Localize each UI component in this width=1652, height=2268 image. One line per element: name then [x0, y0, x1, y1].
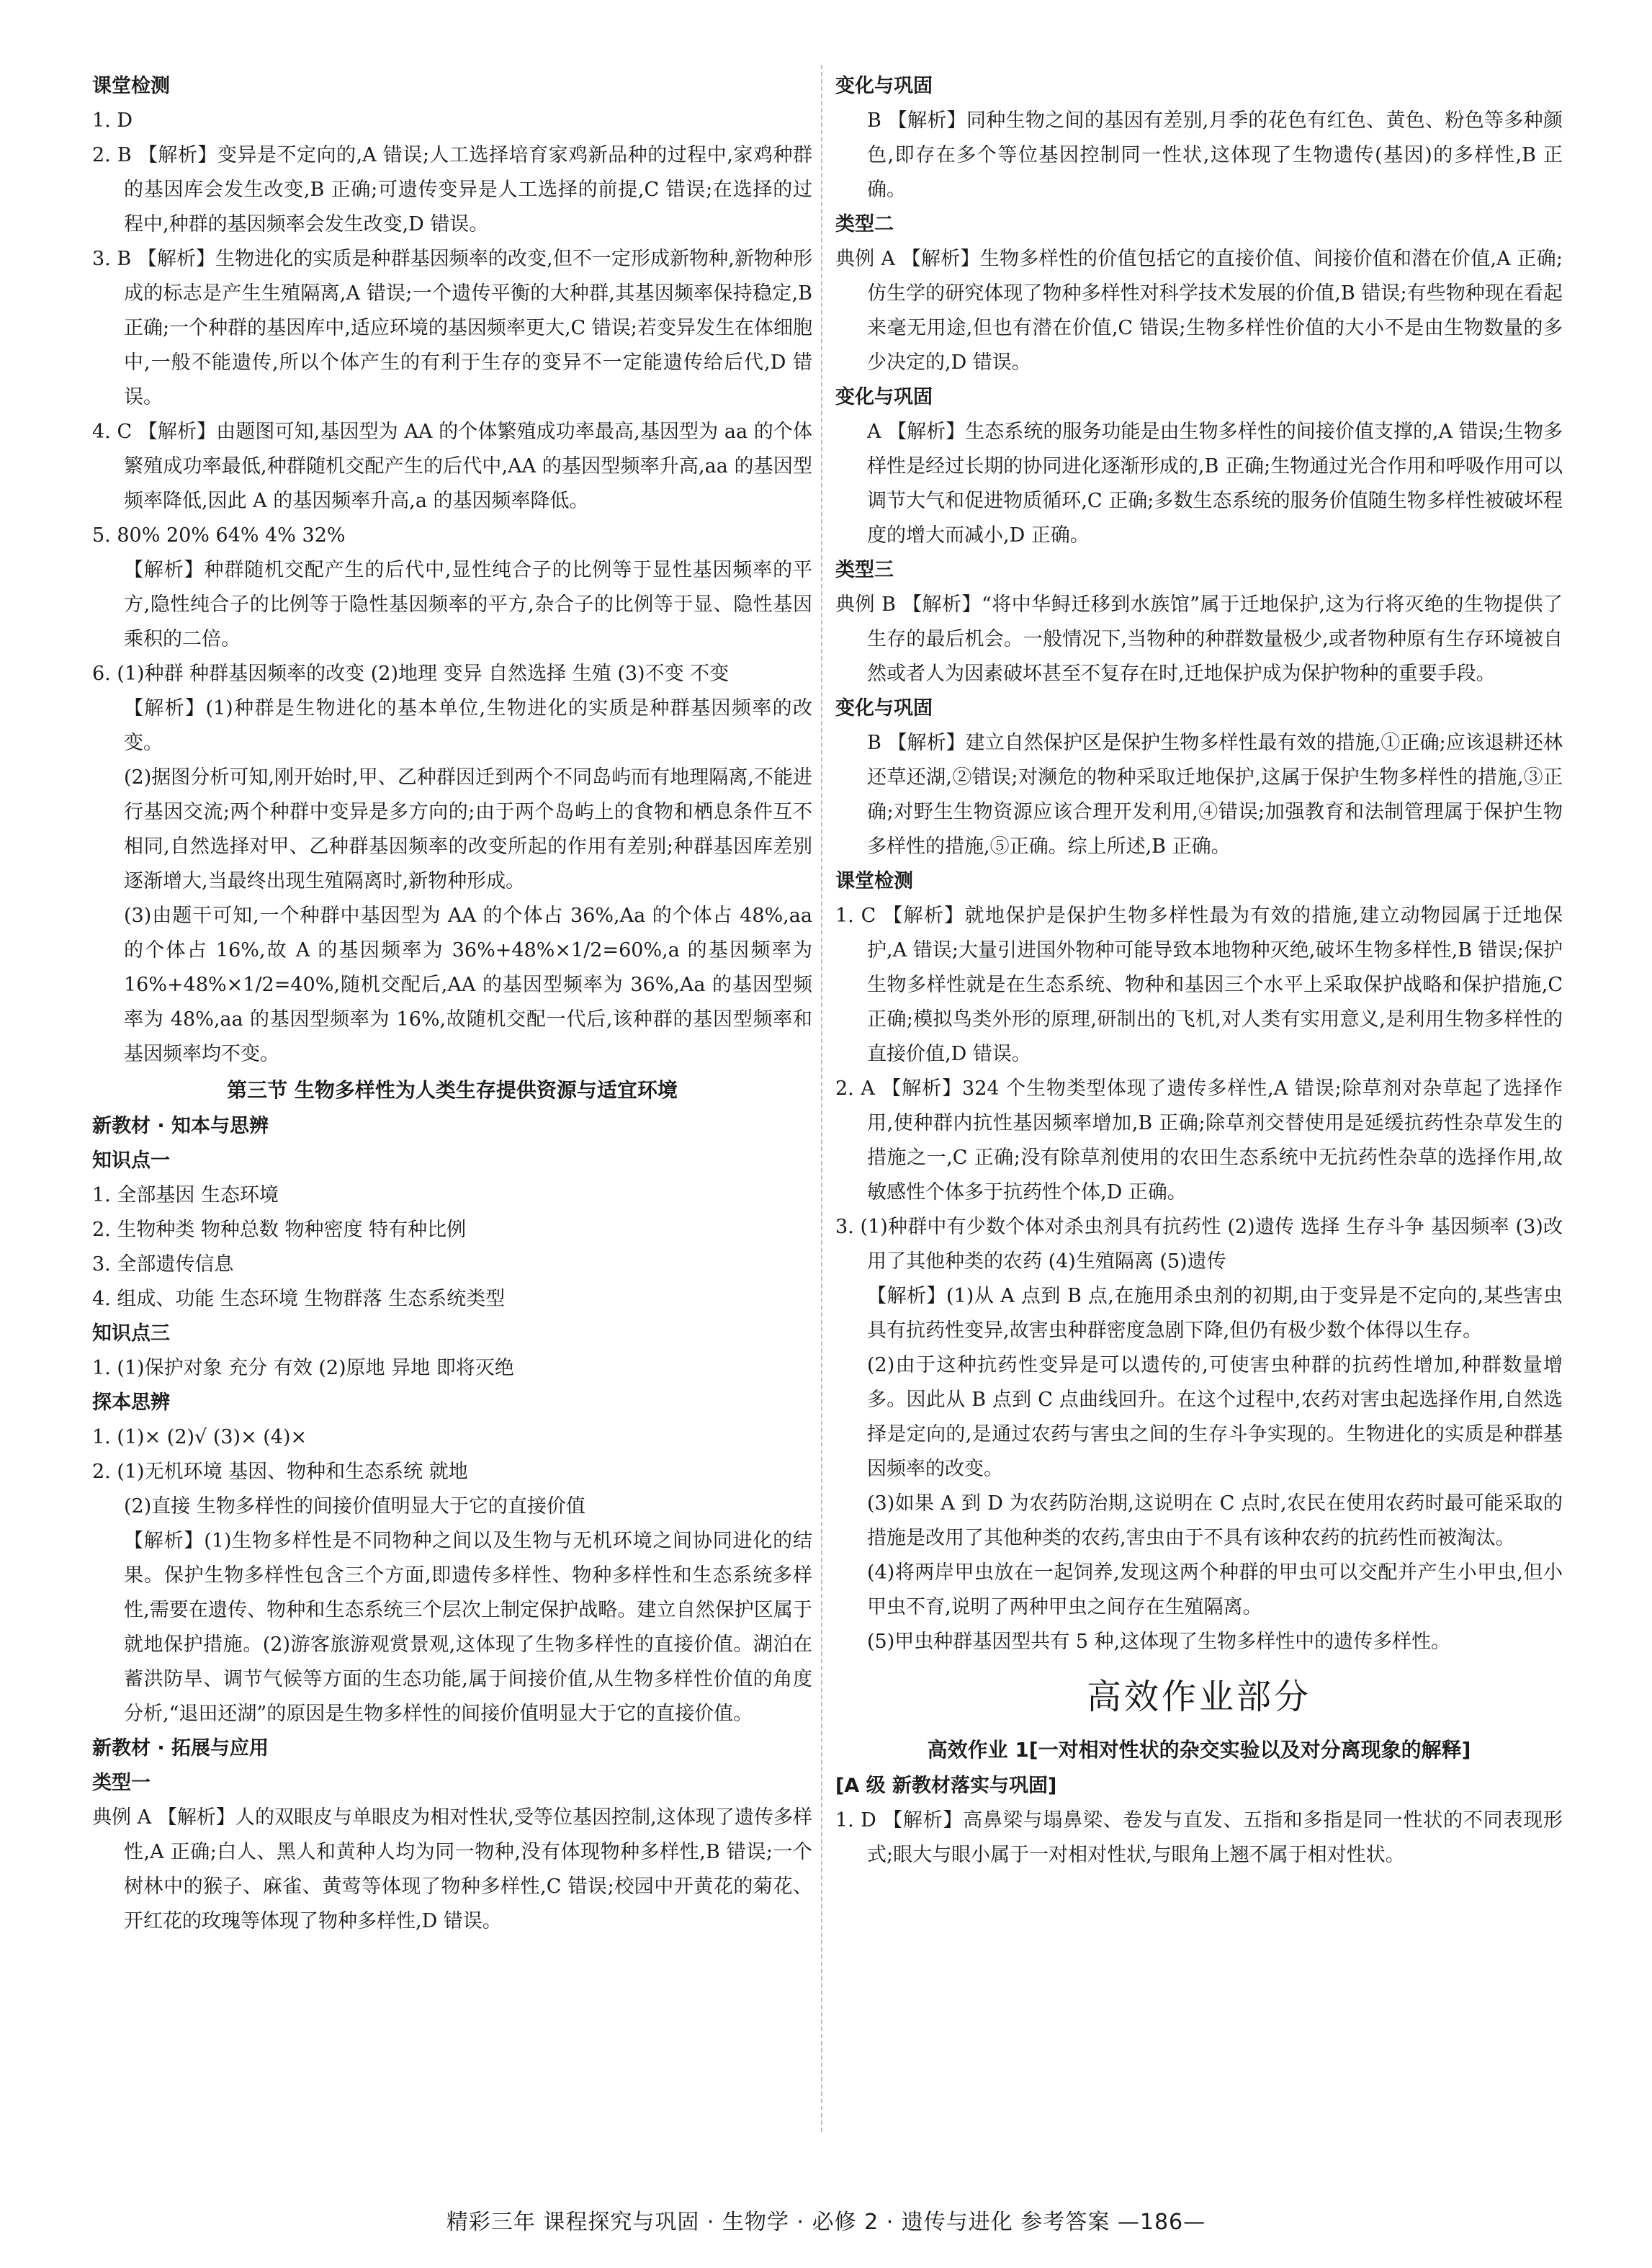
section-heading: 类型三 — [835, 559, 894, 581]
answer-paragraph: 4. C 【解析】由题图可知,基因型为 AA 的个体繁殖成功率最高,基因型为 aa 的个体繁殖成功率最低,种群随机交配产生的后代中,AA 的基因型频率升高,aa 的基因型频率降低,因此 A 的基因频率升高,a 的基因频率降低。 — [92, 421, 812, 512]
answer-paragraph: (2)据图分析可知,刚开始时,甲、乙种群因迁到两个不同岛屿而有地理隔离,不能进行基因交流;两个种群中变异是多方向的;由于两个岛屿上的食物和栖息条件互不相同,自然选择对甲、乙种群基因频率的改变所起的作用有差别;种群基因库差别逐渐增大,当最终出现生殖隔离时,新物种形成。 — [124, 766, 812, 892]
section-heading: 变化与巩固 — [835, 386, 933, 408]
answer-paragraph: 4. 组成、功能 生态环境 生物群落 生态系统类型 — [92, 1288, 506, 1310]
answer-paragraph: (2)直接 生物多样性的间接价值明显大于它的直接价值 — [124, 1495, 585, 1518]
section-heading: 类型二 — [835, 213, 894, 236]
section-heading: 知识点三 — [92, 1322, 170, 1345]
answer-paragraph: 【解析】种群随机交配产生的后代中,显性纯合子的比例等于显性基因频率的平方,隐性纯合子的比例等于隐性基因频率的平方,杂合子的比例等于显、隐性基因乘积的二倍。 — [124, 559, 812, 650]
answer-paragraph: 典例 A 【解析】生物多样性的价值包括它的直接价值、间接价值和潜在价值,A 正确;仿生学的研究体现了物种多样性对科学技术发展的价值,B 错误;有些物种现在看起来毫无用途,但也有潜在价值,C 错误;生物多样性价值的大小不是由生物数量的多少决定的,D 错误。 — [835, 248, 1563, 374]
section-heading: 课堂检测 — [92, 75, 170, 97]
section-heading: 类型一 — [92, 1772, 151, 1794]
answer-paragraph: 1. D — [92, 109, 133, 132]
answer-paragraph: 2. A 【解析】324 个生物类型体现了遗传多样性,A 错误;除草剂对杂草起了选择作用,使种群内抗性基因频率增加,B 正确;除草剂交替使用是延缓抗药性杂草发生的措施之一,C 正确;没有除草剂使用的农田生态系统中无抗药性杂草的选择作用,故敏感性个体多于抗药性个体,D 正确。 — [835, 1077, 1563, 1204]
left-column — [92, 69, 812, 1939]
section-heading: 新教材 · 知本与思辨 — [92, 1115, 269, 1137]
answer-paragraph: (4)将两岸甲虫放在一起饲养,发现这两个种群的甲虫可以交配并产生小甲虫,但小甲虫不育,说明了两种甲虫之间存在生殖隔离。 — [867, 1561, 1563, 1618]
answer-paragraph: (5)甲虫种群基因型共有 5 种,这体现了生物多样性中的遗传多样性。 — [867, 1631, 1451, 1653]
answer-paragraph: 3. 全部遗传信息 — [92, 1253, 234, 1276]
answer-paragraph: 典例 B 【解析】“将中华鲟迁移到水族馆”属于迁地保护,这为行将灭绝的生物提供了生存的最后机会。一般情况下,当物种的种群数量极少,或者物种原有生存环境被自然或者人为因素破坏甚至不复存在时,迁地保护成为保护物种的重要手段。 — [835, 593, 1563, 685]
answer-paragraph: 2. 生物种类 物种总数 物种密度 特有种比例 — [92, 1219, 467, 1241]
answer-paragraph: 1. D 【解析】高鼻梁与塌鼻梁、卷发与直发、五指和多指是同一性状的不同表现形式;眼大与眼小属于一对相对性状,与眼角上翘不属于相对性状。 — [835, 1809, 1563, 1866]
page-footer: 精彩三年 课程探究与巩固 · 生物学 · 必修 2 · 遗传与进化 参考答案 —186— — [446, 2210, 1206, 2235]
answer-paragraph: 【解析】(1)生物多样性是不同物种之间以及生物与无机环境之间协同进化的结果。保护生物多样性包含三个方面,即遗传多样性、物种多样性和生态系统多样性,需要在遗传、物种和生态系统三个层次上制定保护战略。建立自然保护区属于就地保护措施。(2)游客旅游观赏景观,这体现了生物多样性的直接价值。湖泊在蓄洪防旱、调节气候等方面的生态功能,属于间接价值,从生物多样性价值的角度分析,“退田还湖”的原因是生物多样性的间接价值明显大于它的直接价值。 — [124, 1530, 812, 1725]
answer-paragraph: 3. (1)种群中有少数个体对杀虫剂具有抗药性 (2)遗传 选择 生存斗争 基因频率 (3)改用了其他种类的农药 (4)生殖隔离 (5)遗传 — [835, 1216, 1563, 1273]
answer-paragraph: B 【解析】建立自然保护区是保护生物多样性最有效的措施,①正确;应该退耕还林还草还湖,②错误;对濒危的物种采取迁地保护,这属于保护生物多样性的措施,③正确;对野生生物资源应该合理开发利用,④错误;加强教育和法制管理属于保护生物多样性的措施,⑤正确。综上所述,B 正确。 — [867, 732, 1563, 858]
column-divider — [821, 65, 822, 2132]
answer-paragraph: 典例 A 【解析】人的双眼皮与单眼皮为相对性状,受等位基因控制,这体现了遗传多样性,A 正确;白人、黑人和黄种人均为同一物种,没有体现物种多样性,B 错误;一个树林中的猴子、麻雀、黄莺等体现了物种多样性,C 错误;校园中开黄花的菊花、开红花的玫瑰等体现了物种多样性,D 错误。 — [92, 1806, 812, 1932]
section-heading: 变化与巩固 — [835, 75, 933, 97]
right-column — [835, 69, 1563, 1873]
answer-paragraph: (3)如果 A 到 D 为农药防治期,这说明在 C 点时,农民在使用农药时最可能采取的措施是改用了其他种类的农药,害虫由于不具有该种农药的抗药性而被淘汰。 — [867, 1492, 1563, 1549]
section-title: 高效作业 1[一对相对性状的杂交实验以及对分离现象的解释] — [927, 1738, 1471, 1762]
section-heading: 课堂检测 — [835, 870, 913, 892]
answer-paragraph: 【解析】(1)从 A 点到 B 点,在施用杀虫剂的初期,由于变异是不定向的,某些害虫具有抗药性变异,故害虫种群密度急剧下降,但仍有极少数个体得以生存。 — [867, 1285, 1563, 1342]
answer-paragraph: (3)由题干可知,一个种群中基因型为 AA 的个体占 36%,Aa 的个体占 48%,aa 的个体占 16%,故 A 的基因频率为 36%+48%×1/2=60%,a 的基因频率为 16%+48%×1/2=40%,随机交配后,AA 的基因型频率为 36%,Aa 的基因型频率为 48%,aa 的基因型频率为 16%,故随机交配一代后,该种群的基因型频率和基因频率均不变。 — [124, 905, 812, 1065]
part-title: 高效作业部分 — [1086, 1677, 1311, 1717]
answer-paragraph: 3. B 【解析】生物进化的实质是种群基因频率的改变,但不一定形成新物种,新物种形成的标志是产生生殖隔离,A 错误;一个遗传平衡的大种群,其基因频率保持稳定,B 正确;一个种群的基因库中,适应环境的基因频率更大,C 错误;若变异发生在体细胞中,一般不能遗传,所以个体产生的有利于生存的变异不一定能遗传给后代,D 错误。 — [92, 248, 812, 408]
answer-paragraph: 1. (1)保护对象 充分 有效 (2)原地 异地 即将灭绝 — [92, 1357, 514, 1379]
section-heading: 新教材 · 拓展与应用 — [92, 1737, 269, 1760]
answer-paragraph: 5. 80% 20% 64% 4% 32% — [92, 524, 346, 547]
answer-paragraph: B 【解析】同种生物之间的基因有差别,月季的花色有红色、黄色、粉色等多种颜色,即存在多个等位基因控制同一性状,这体现了生物遗传(基因)的多样性,B 正确。 — [867, 109, 1563, 201]
section-title: 第三节 生物多样性为人类生存提供资源与适宜环境 — [227, 1078, 678, 1102]
answer-paragraph: A 【解析】生态系统的服务功能是由生物多样性的间接价值支撑的,A 错误;生物多样性是经过长期的协同进化逐渐形成的,B 正确;生物通过光合作用和呼吸作用可以调节大气和促进物质循环,C 正确;多数生态系统的服务价值随生物多样性被破坏程度的增大而减小,D 正确。 — [867, 421, 1563, 547]
section-heading: [A 级 新教材落实与巩固] — [835, 1775, 1057, 1797]
answer-paragraph: 【解析】(1)种群是生物进化的基本单位,生物进化的实质是种群基因频率的改变。 — [124, 697, 812, 754]
section-heading: 变化与巩固 — [835, 697, 933, 720]
answer-paragraph: 1. C 【解析】就地保护是保护生物多样性最为有效的措施,建立动物园属于迁地保护,A 错误;大量引进国外物种可能导致本地物种灭绝,破坏生物多样性,B 错误;保护生物多样性就是在生态系统、物种和基因三个水平上采取保护战略和保护措施,C 正确;模拟鸟类外形的原理,研制出的飞机,对人类有实用意义,是利用生物多样性的直接价值,D 错误。 — [835, 905, 1563, 1065]
answer-paragraph: 1. 全部基因 生态环境 — [92, 1184, 279, 1206]
section-heading: 探本思辨 — [92, 1391, 170, 1414]
section-heading: 知识点一 — [92, 1149, 170, 1172]
answer-paragraph: (2)由于这种抗药性变异是可以遗传的,可使害虫种群的抗药性增加,种群数量增多。因此从 B 点到 C 点曲线回升。在这个过程中,农药对害虫起选择作用,自然选择是定向的,是通过农药与害虫之间的生存斗争实现的。生物进化的实质是种群基因频率的改变。 — [867, 1354, 1563, 1480]
answer-paragraph: 6. (1)种群 种群基因频率的改变 (2)地理 变异 自然选择 生殖 (3)不变 不变 — [92, 663, 730, 685]
answer-paragraph: 2. (1)无机环境 基因、物种和生态系统 就地 — [92, 1461, 468, 1483]
answer-paragraph: 2. B 【解析】变异是不定向的,A 错误;人工选择培育家鸡新品种的过程中,家鸡种群的基因库会发生改变,B 正确;可遗传变异是人工选择的前提,C 错误;在选择的过程中,种群的基因频率会发生改变,D 错误。 — [92, 144, 812, 236]
answer-paragraph: 1. (1)× (2)√ (3)× (4)× — [92, 1426, 307, 1448]
